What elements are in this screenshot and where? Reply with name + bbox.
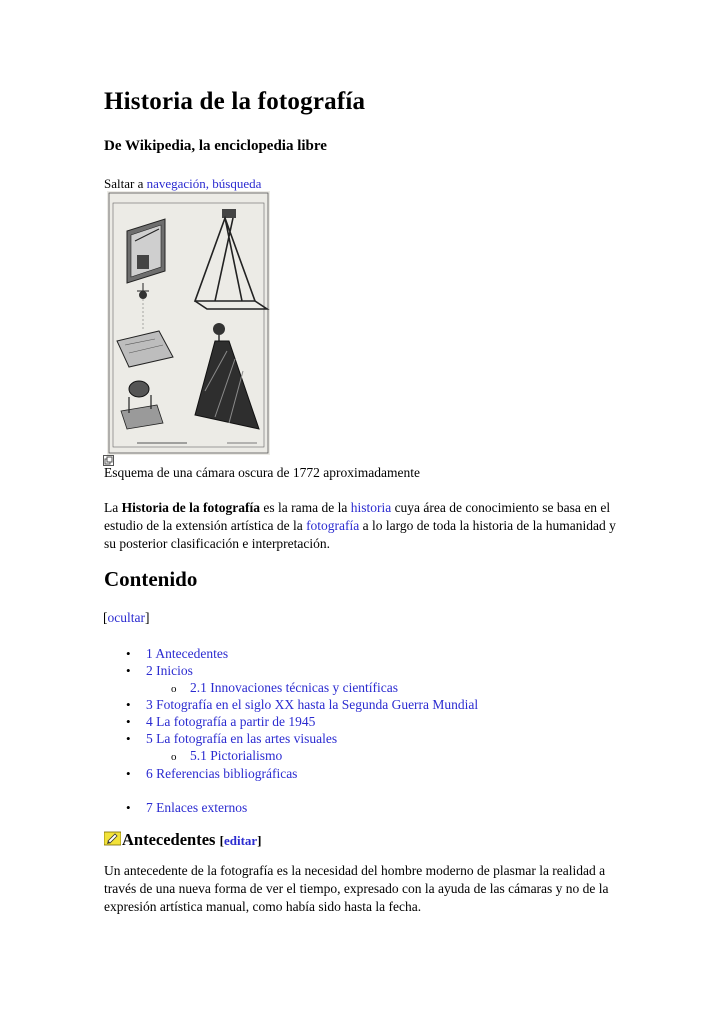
section-heading	[122, 830, 262, 850]
page-subtitle: De Wikipedia, la enciclopedia libre	[104, 138, 327, 154]
toc-item-4[interactable]: 4 La fotografía a partir de 1945	[146, 714, 316, 729]
historia-link[interactable]: historia	[350, 500, 392, 515]
toc-toggle	[103, 610, 149, 626]
intro-bold: Historia de la fotografía	[121, 500, 260, 515]
toc-item-2[interactable]: 2 Inicios	[146, 663, 193, 678]
section-edit	[220, 833, 262, 848]
edit-link[interactable]: editar	[223, 833, 258, 848]
section-title: Antecedentes	[122, 830, 216, 849]
toc-bullet	[126, 645, 131, 662]
bullet-icon: •	[126, 714, 131, 729]
toc-item-3[interactable]: 3 Fotografía en el siglo XX hasta la Segunda Guerra Mundial	[146, 697, 479, 712]
figure-caption: Esquema de una cámara oscura de 1772 aproximadamente	[104, 465, 420, 480]
skip-separator: ,	[205, 176, 213, 191]
bullet-icon: •	[126, 697, 131, 712]
toc-hide-link[interactable]: ocultar	[107, 610, 145, 625]
fotografia-link[interactable]: fotografía	[306, 518, 360, 533]
intro-text-1: La	[104, 500, 122, 515]
bullet-icon: •	[126, 800, 131, 815]
toc-bracket-open: [	[103, 610, 108, 625]
toc-item-1[interactable]: 1 Antecedentes	[146, 646, 229, 661]
toc-bullet	[126, 713, 131, 730]
bullet-icon: •	[126, 766, 131, 781]
intro-text-2: es la rama de la	[259, 500, 351, 515]
toc-subbullet	[171, 747, 177, 766]
toc-item-2-1[interactable]: 2.1 Innovaciones técnicas y científicas	[190, 680, 399, 695]
section-paragraph: Un antecedente de la fotografía es la necesidad del hombre moderno de plasmar la realidad a través de una nueva forma de ver el tiempo, expresado con la ayuda de las cámaras y no de la expresión artística manual, como había sido hasta la fecha.	[104, 863, 609, 914]
toc-item-7[interactable]: 7 Enlaces externos	[146, 800, 248, 815]
circle-bullet-icon: o	[171, 683, 177, 695]
intro-text-3: cuya área de conocimiento se basa en el estudio de la extensión artística de la	[104, 500, 611, 533]
toc-bracket-close: ]	[144, 610, 150, 625]
toc-bullet	[126, 696, 131, 713]
toc-bullet	[126, 730, 131, 747]
edit-pencil-icon	[104, 830, 121, 847]
toc-title: Contenido	[104, 567, 198, 591]
toc-bullet	[126, 765, 131, 782]
skip-navigation-link[interactable]: navegación	[146, 176, 206, 191]
bullet-icon: •	[126, 731, 131, 746]
circle-bullet-icon: o	[171, 751, 177, 763]
edit-bracket-close: ]	[257, 833, 262, 848]
toc-item-5-1[interactable]: 5.1 Pictorialismo	[190, 748, 283, 763]
bullet-icon: •	[126, 663, 131, 678]
page-title: Historia de la fotografía	[104, 88, 366, 115]
toc-item-6[interactable]: 6 Referencias bibliográficas	[146, 766, 298, 781]
toc-bullet	[126, 662, 131, 679]
toc-item-5[interactable]: 5 La fotografía en las artes visuales	[146, 731, 338, 746]
skip-search-link[interactable]: búsqueda	[212, 176, 262, 191]
toc-bullet	[126, 799, 131, 816]
camera-obscura-engraving[interactable]	[107, 191, 270, 455]
intro-text-4: a lo largo de toda la historia de la humanidad y su posterior clasificación e interpretación.	[104, 518, 616, 551]
edit-bracket-open: [	[219, 833, 224, 848]
bullet-icon: •	[126, 646, 131, 661]
intro-paragraph	[104, 499, 624, 553]
skip-links	[104, 176, 261, 192]
skip-prefix: Saltar a	[104, 176, 147, 191]
